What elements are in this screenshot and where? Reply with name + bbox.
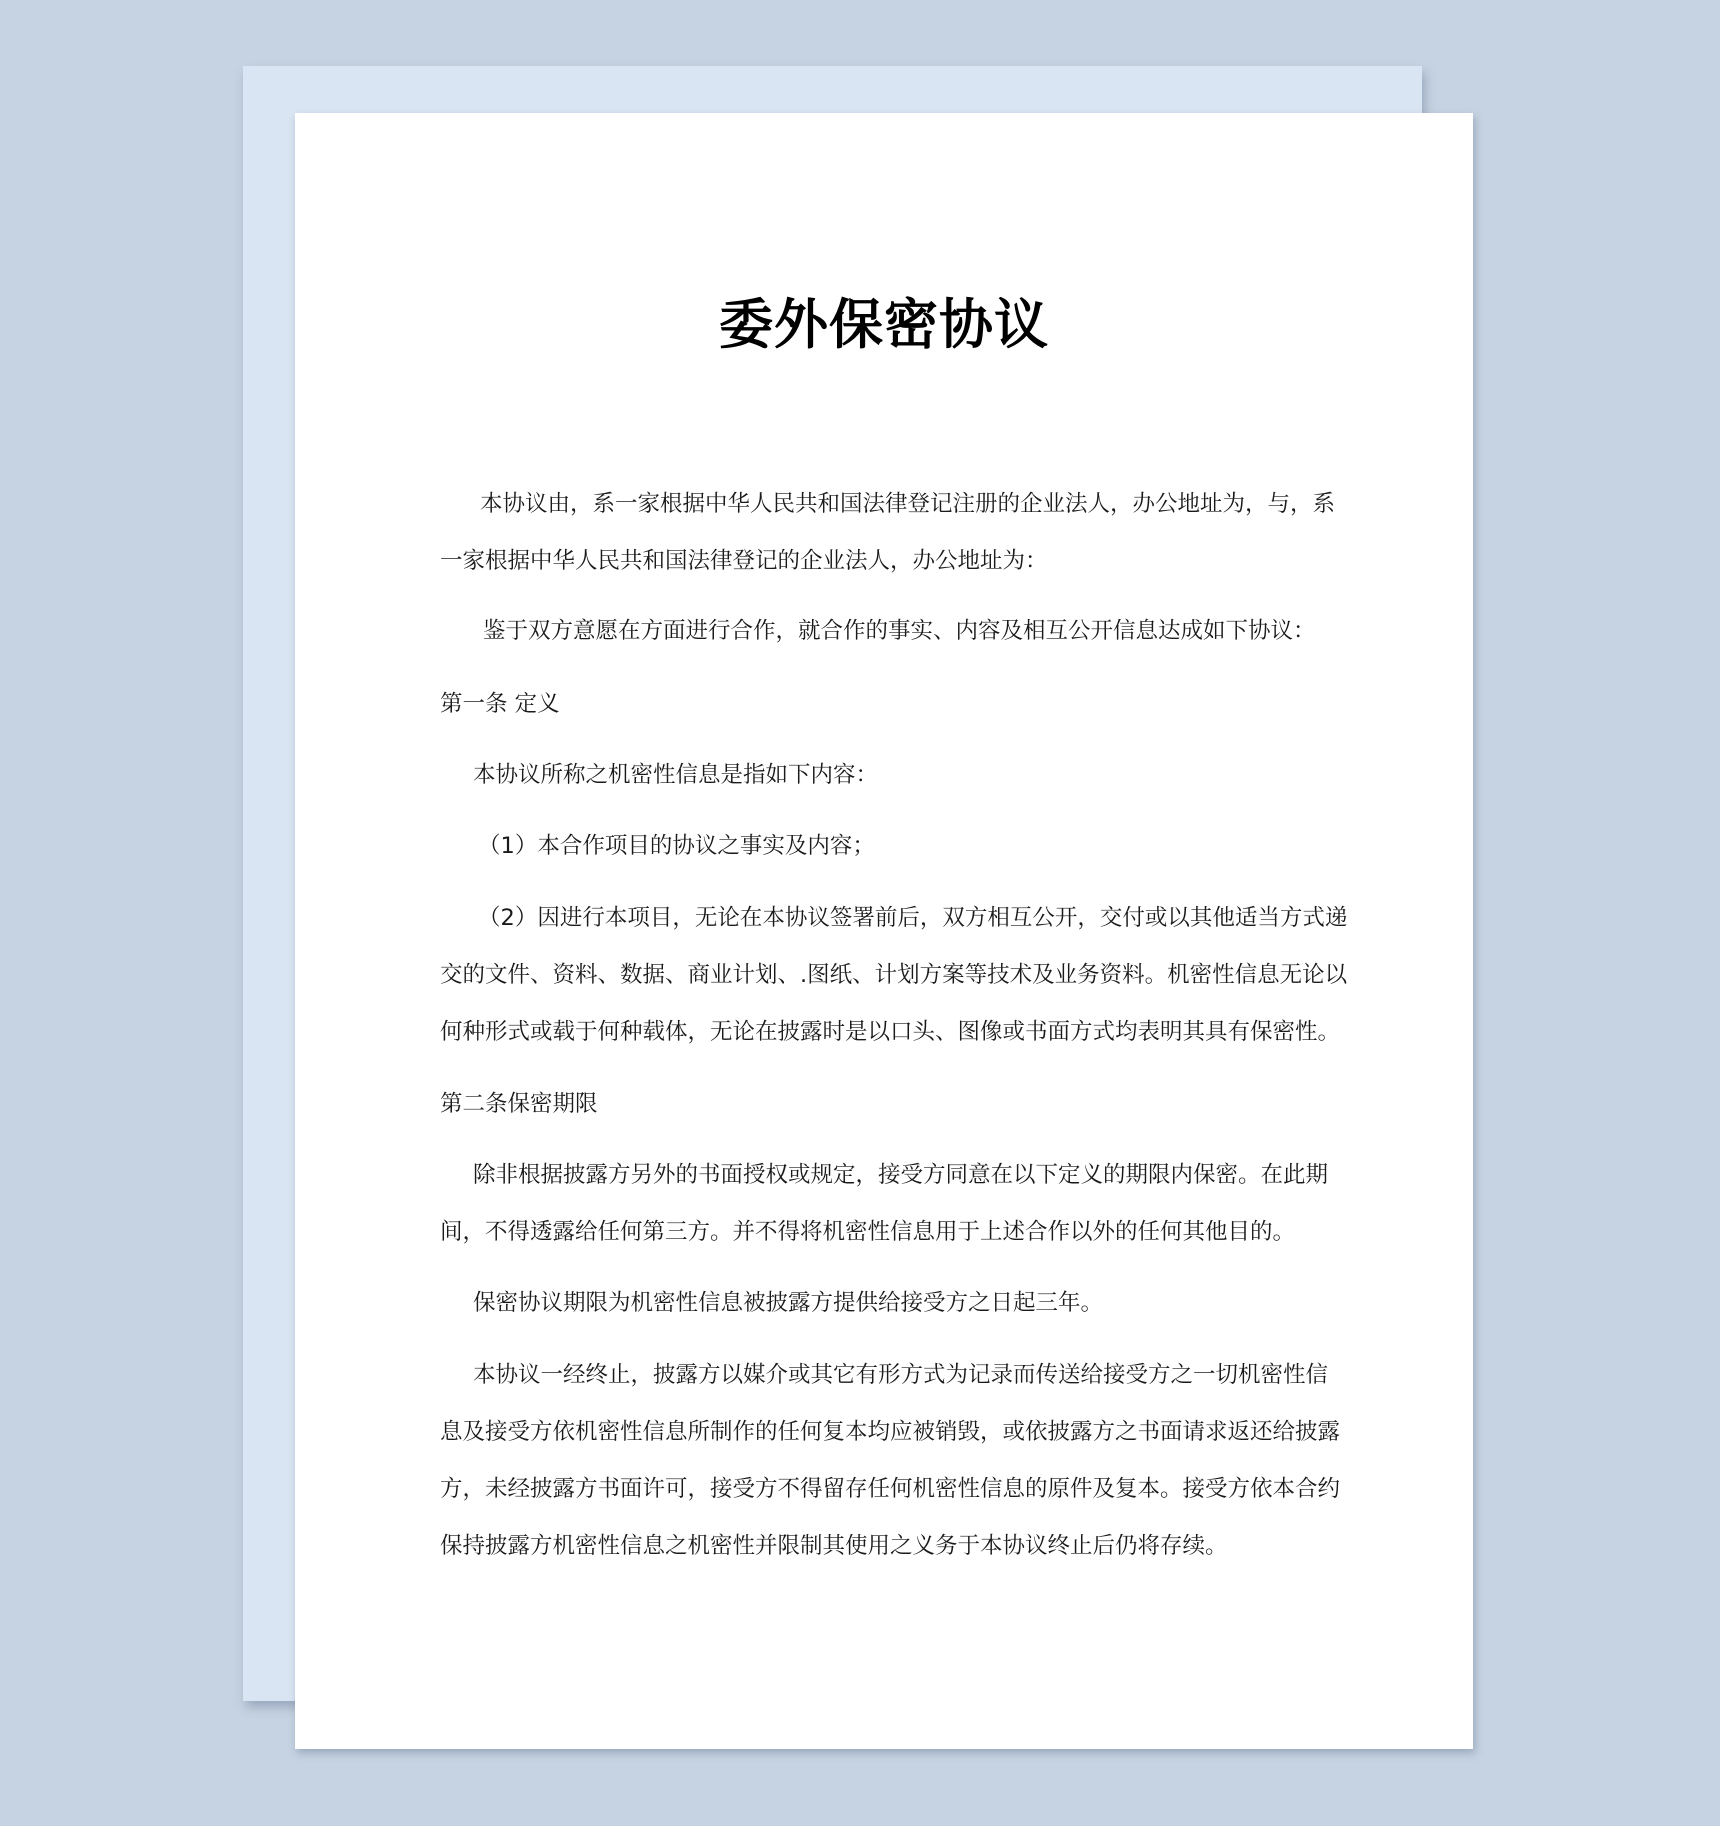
section-heading-term: 第二条保密期限 — [440, 1091, 598, 1117]
list-item-2-line-2: 交的文件、资料、数据、商业计划、.图纸、计划方案等技术及业务资料。机密性信息无论以 — [440, 962, 1348, 988]
list-item-2-line-3: 何种形式或载于何种载体，无论在披露时是以口头、图像或书面方式均表明其具有保密性。 — [440, 1019, 1341, 1045]
paragraph-term-line-1: 除非根据披露方另外的书面授权或规定，接受方同意在以下定义的期限内保密。在此期 — [473, 1162, 1329, 1188]
paragraph-termination-line-2: 息及接受方依机密性信息所制作的任何复本均应被销毁，或依披露方之书面请求返还给披露 — [440, 1419, 1341, 1445]
list-item-1: （1）本合作项目的协议之事实及内容； — [478, 833, 875, 859]
paragraph-termination-line-1: 本协议一经终止，披露方以媒介或其它有形方式为记录而传送给接受方之一切机密性信 — [473, 1362, 1329, 1388]
paragraph-whereas: 鉴于双方意愿在方面进行合作，就合作的事实、内容及相互公开信息达成如下协议： — [483, 618, 1316, 644]
paragraph-term-duration: 保密协议期限为机密性信息被披露方提供给接受方之日起三年。 — [473, 1290, 1104, 1316]
list-item-2-line-1: （2）因进行本项目，无论在本协议签署前后，双方相互公开，交付或以其他适当方式递 — [478, 905, 1348, 931]
paragraph-intro-line-1: 本协议由，系一家根据中华人民共和国法律登记注册的企业法人，办公地址为，与，系 — [480, 491, 1336, 517]
paragraph-intro-line-2: 一家根据中华人民共和国法律登记的企业法人，办公地址为： — [440, 548, 1048, 574]
document-page — [295, 113, 1473, 1749]
paragraph-term-line-2: 间，不得透露给任何第三方。并不得将机密性信息用于上述合作以外的任何其他目的。 — [440, 1219, 1296, 1245]
document-title: 委外保密协议 — [719, 293, 1049, 356]
paragraph-termination-line-4: 保持披露方机密性信息之机密性并限制其使用之义务于本协议终止后仍将存续。 — [440, 1533, 1228, 1559]
section-heading-definition: 第一条 定义 — [440, 691, 560, 717]
paragraph-termination-line-3: 方，未经披露方书面许可，接受方不得留存任何机密性信息的原件及复本。接受方依本合约 — [440, 1476, 1341, 1502]
paragraph-definition-intro: 本协议所称之机密性信息是指如下内容： — [473, 762, 879, 788]
